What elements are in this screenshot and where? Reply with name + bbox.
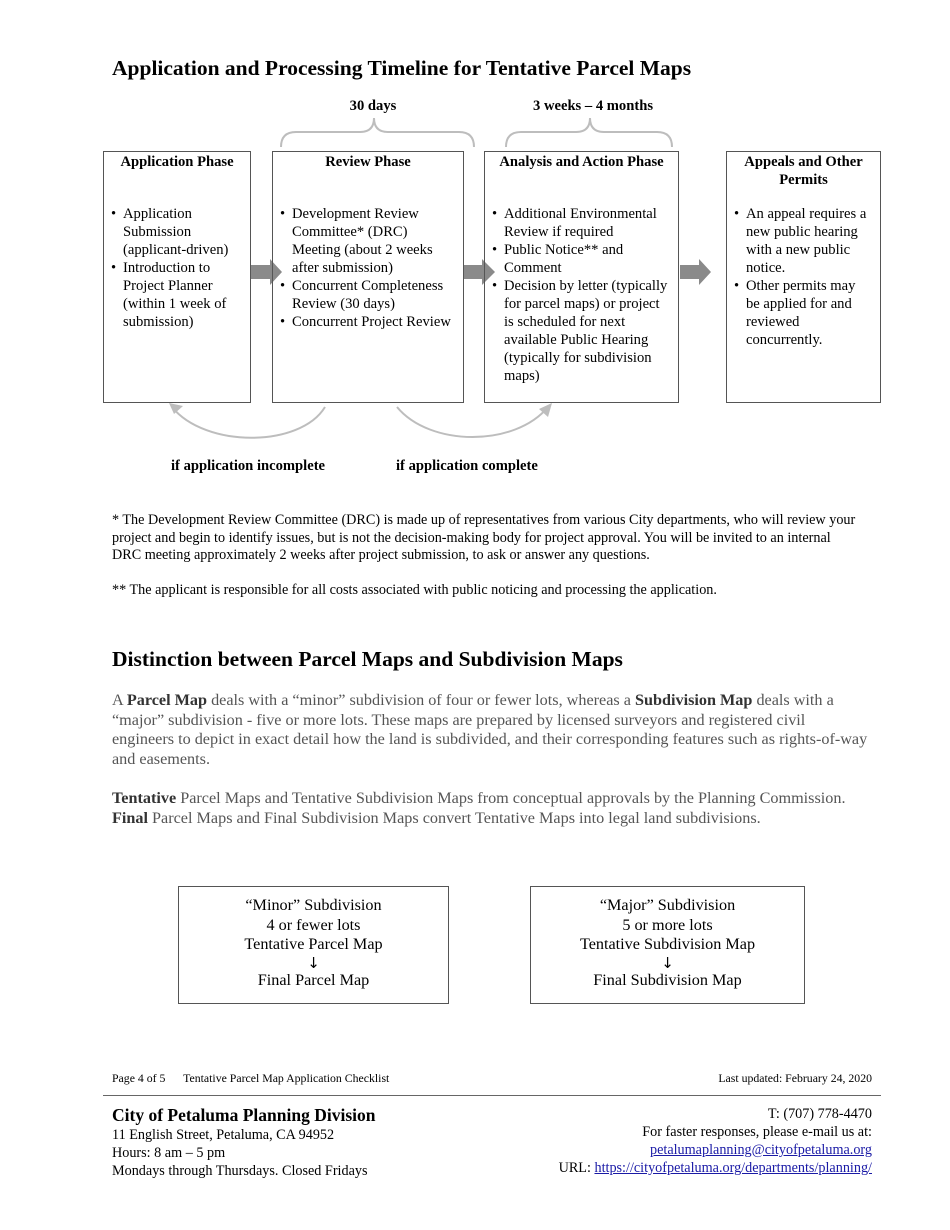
phase-bullet: • Concurrent Project Review bbox=[292, 313, 459, 331]
drc-footnote: * The Development Review Committee (DRC) is made up of representatives from various City departments, who will review your project and begin to identify issues, but is not the decision-making body for project approval. You will be invited to an internal DRC meeting approximately 2 weeks after project submission, to ask or answer any questions. bbox=[112, 512, 856, 563]
phase-title: Analysis and Action Phase bbox=[499, 154, 664, 170]
box-line: Tentative Subdivision Map bbox=[579, 935, 756, 954]
text-run: deals with a “major” subdivision - five or more lots. These maps are prepared by licensed surveyors and registered civil engineers to depict in exact detail how the land is subdivided, and their corresponding features such as rights-of-way and easements. bbox=[112, 691, 868, 768]
review-phase-box bbox=[272, 151, 464, 403]
arrow-action-to-appeals bbox=[680, 259, 711, 285]
complete-loop-curve bbox=[397, 407, 548, 437]
costs-footnote: ** The applicant is responsible for all costs associated with public noticing and processing the application. bbox=[112, 582, 717, 598]
incomplete-loop-curve bbox=[172, 407, 325, 438]
box-line: Final Parcel Map bbox=[257, 970, 370, 989]
email-link[interactable]: petalumaplanning@cityofpetaluma.org bbox=[649, 1142, 872, 1158]
phase-title: Appeals and Other Permits bbox=[744, 154, 863, 188]
org-name: City of Petaluma Planning Division bbox=[112, 1105, 376, 1125]
incomplete-loop-label: if application incomplete bbox=[171, 458, 326, 474]
phase-bullet: • Decision by letter (typically for parcel maps) or project is scheduled for next available Public Hearing (typically for subdivision maps) bbox=[504, 277, 672, 385]
phase-bullet: • An appeal requires a new public hearing with a new public notice. bbox=[746, 205, 872, 277]
action-duration-label: 3 weeks – 4 months bbox=[533, 98, 653, 114]
text-run: Parcel Maps and Tentative Subdivision Maps from conceptual approvals by the Planning Commission. bbox=[176, 789, 846, 807]
review-brace bbox=[281, 118, 474, 147]
timeline-heading: Application and Processing Timeline for Tentative Parcel Maps bbox=[112, 56, 692, 80]
tentative-final-paragraph bbox=[112, 789, 868, 828]
down-arrow-icon: ↓ bbox=[661, 953, 674, 972]
box-line: 4 or fewer lots bbox=[266, 915, 361, 934]
complete-loop-label: if application complete bbox=[396, 458, 538, 474]
org-contact-block bbox=[112, 1105, 376, 1180]
phase-bullet: • Additional Environmental Review if required bbox=[504, 205, 672, 241]
phase-title: Application Phase bbox=[120, 154, 234, 170]
action-brace bbox=[506, 118, 672, 147]
phase-bullet: • Application Submission (applicant-driven) bbox=[123, 205, 246, 259]
url-line bbox=[559, 1159, 872, 1177]
phase-bullet: • Concurrent Completeness Review (30 days) bbox=[292, 277, 459, 313]
phase-bullet: • Development Review Committee* (DRC) Meeting (about 2 weeks after submission) bbox=[292, 205, 459, 277]
text-run: A bbox=[112, 691, 127, 709]
url-label: URL: bbox=[558, 1160, 595, 1176]
major-subdivision-box bbox=[530, 886, 805, 1004]
subdivision-map-term: Subdivision Map bbox=[634, 691, 753, 709]
box-line: “Major” Subdivision bbox=[599, 896, 736, 914]
analysis-action-phase-box bbox=[484, 151, 679, 403]
last-updated: Last updated: February 24, 2020 bbox=[718, 1071, 872, 1085]
footer-divider bbox=[103, 1095, 881, 1096]
phase-bullet: • Other permits may be applied for and reviewed concurrently. bbox=[746, 277, 872, 349]
parcel-vs-subdivision-paragraph bbox=[112, 691, 868, 769]
text-run: Parcel Maps and Final Subdivision Maps convert Tentative Maps into legal land subdivisions. bbox=[147, 808, 761, 827]
application-phase-box bbox=[103, 151, 251, 403]
text-run: deals with a “minor” subdivision of four or fewer lots, whereas a bbox=[207, 691, 635, 709]
distinction-heading: Distinction between Parcel Maps and Subdivision Maps bbox=[112, 647, 623, 671]
box-line: 5 or more lots bbox=[622, 915, 713, 934]
final-term: Final bbox=[112, 808, 148, 827]
planning-url-link[interactable]: https://cityofpetaluma.org/departments/planning/ bbox=[594, 1160, 872, 1176]
org-hours: Hours: 8 am – 5 pm bbox=[112, 1145, 226, 1161]
down-arrow-icon: ↓ bbox=[307, 953, 320, 972]
page-info bbox=[112, 1071, 389, 1086]
org-address: 11 English Street, Petaluma, CA 94952 bbox=[112, 1127, 335, 1143]
phone-number: T: (707) 778-4470 bbox=[767, 1106, 872, 1122]
tentative-term: Tentative bbox=[112, 789, 177, 807]
phase-title: Review Phase bbox=[325, 154, 411, 170]
appeals-phase-box bbox=[726, 151, 881, 403]
phase-bullet: • Public Notice** and Comment bbox=[504, 241, 672, 277]
contact-details bbox=[559, 1105, 872, 1177]
minor-subdivision-box bbox=[178, 886, 449, 1004]
phase-bullet: • Introduction to Project Planner (within 1 week of submission) bbox=[123, 259, 246, 331]
page-number: Page 4 of 5 bbox=[112, 1071, 166, 1085]
org-days: Mondays through Thursdays. Closed Fridays bbox=[112, 1163, 368, 1179]
document-title: Tentative Parcel Map Application Checklist bbox=[183, 1071, 390, 1085]
email-prompt: For faster responses, please e-mail us at: bbox=[642, 1124, 872, 1140]
box-line: Tentative Parcel Map bbox=[244, 935, 383, 954]
review-duration-label: 30 days bbox=[349, 98, 397, 114]
box-line: “Minor” Subdivision bbox=[245, 896, 382, 914]
box-line: Final Subdivision Map bbox=[593, 970, 742, 989]
parcel-map-term: Parcel Map bbox=[126, 691, 208, 709]
